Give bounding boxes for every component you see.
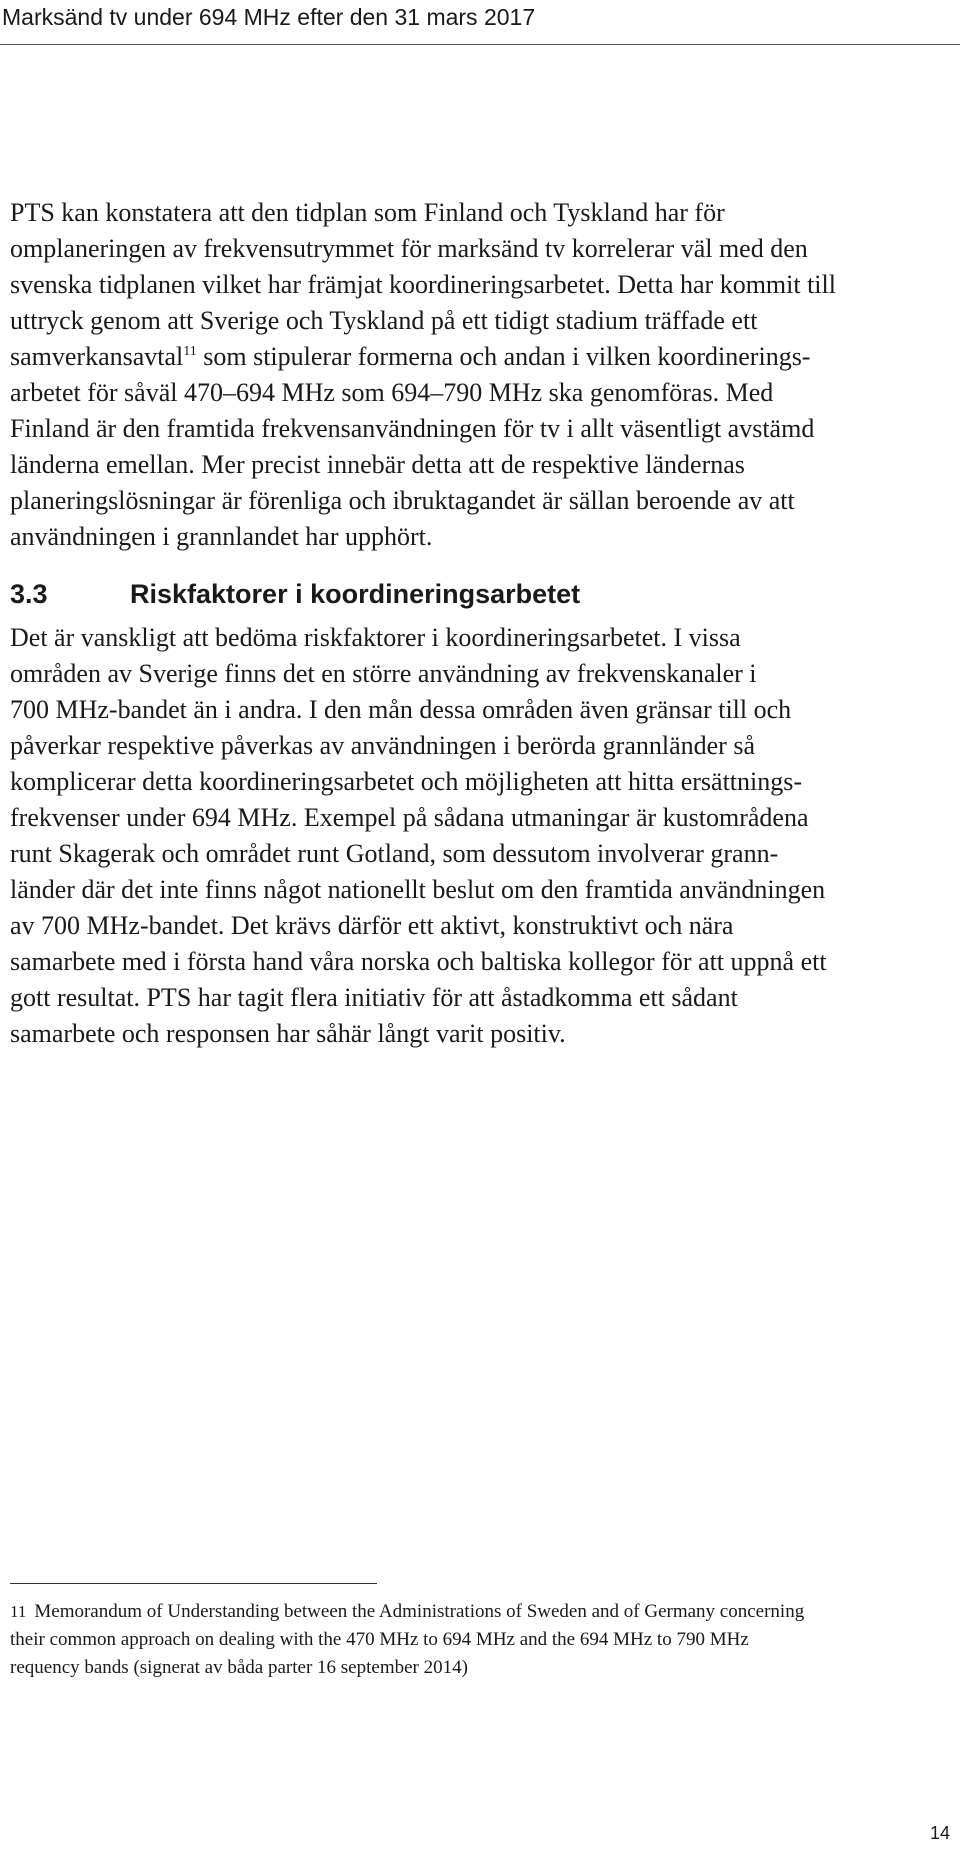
footnote [10,1598,954,1682]
text-line: runt Skagerak och området runt Gotland, som dessutom involverar grann- [10,839,779,868]
text-line: gott resultat. PTS har tagit flera initiativ för att åstadkomma ett sådant [10,983,738,1012]
text-line: av 700 MHz-bandet. Det krävs därför ett aktivt, konstruktivt och nära [10,911,734,940]
text-line: samarbete och responsen har såhär långt varit positiv. [10,1019,566,1048]
section-number: 3.3 [10,579,48,609]
footnote-line: requency bands (signerat av båda parter 16 september 2014) [10,1657,468,1678]
text-line: påverkar respektive påverkas av användningen i berörda grannländer så [10,731,755,760]
text-line: uttryck genom att Sverige och Tyskland på ett tidigt stadium träffade ett [10,306,758,335]
page-number: 14 [929,1823,950,1843]
section-title: Riskfaktorer i koordineringsarbetet [130,579,581,609]
text-line: svenska tidplanen vilket har främjat koordineringsarbetet. Detta har kommit till [10,270,836,299]
text-line: 700 MHz-bandet än i andra. I den mån dessa områden även gränsar till och [10,695,792,724]
text-fragment: Memorandum of Understanding between the Administrations of Sweden and of Germany concerning [34,1601,805,1622]
running-header: Marksänd tv under 694 MHz efter den 31 mars 2017 [2,4,536,30]
section-heading [10,576,954,612]
text-line: Finland är den framtida frekvensanvändningen för tv i allt väsentligt avstämd [10,414,815,443]
text-line: planeringslösningar är förenliga och ibruktagandet är sällan beroende av att [10,486,795,515]
text-line: PTS kan konstatera att den tidplan som Finland och Tyskland har för [10,198,725,227]
text-line: områden av Sverige finns det en större användning av frekvenskanaler i [10,659,757,688]
text-line: länder där det inte finns något nationellt beslut om den framtida användningen [10,875,826,904]
text-line: Det är vanskligt att bedöma riskfaktorer i koordineringsarbetet. I vissa [10,623,741,652]
body-paragraph-2 [10,620,954,1052]
text-line: användningen i grannlandet har upphört. [10,522,433,551]
text-line [10,339,954,375]
body-paragraph-1 [10,195,954,555]
text-line: komplicerar detta koordineringsarbetet och möjligheten att hitta ersättnings- [10,767,803,796]
header-divider [0,44,960,45]
text-line: arbetet för såväl 470–694 MHz som 694–790 MHz ska genomföras. Med [10,378,774,407]
footnote-divider [10,1583,377,1584]
footnote-line [10,1598,954,1626]
footnote-reference[interactable]: 11 [183,344,197,359]
text-line: frekvenser under 694 MHz. Exempel på sådana utmaningar är kustområdena [10,803,809,832]
footnote-number: 11 [10,1602,27,1621]
text-line: länderna emellan. Mer precist innebär detta att de respektive ländernas [10,450,745,479]
text-line: omplaneringen av frekvensutrymmet för marksänd tv korrelerar väl med den [10,234,808,263]
text-fragment: samverkansavtal [10,342,184,371]
text-fragment: som stipulerar formerna och andan i vilken koordinerings- [196,342,811,371]
text-line: samarbete med i första hand våra norska och baltiska kollegor för att uppnå ett [10,947,827,976]
footnote-line: their common approach on dealing with the 470 MHz to 694 MHz and the 694 MHz to 790 MHz [10,1629,749,1650]
